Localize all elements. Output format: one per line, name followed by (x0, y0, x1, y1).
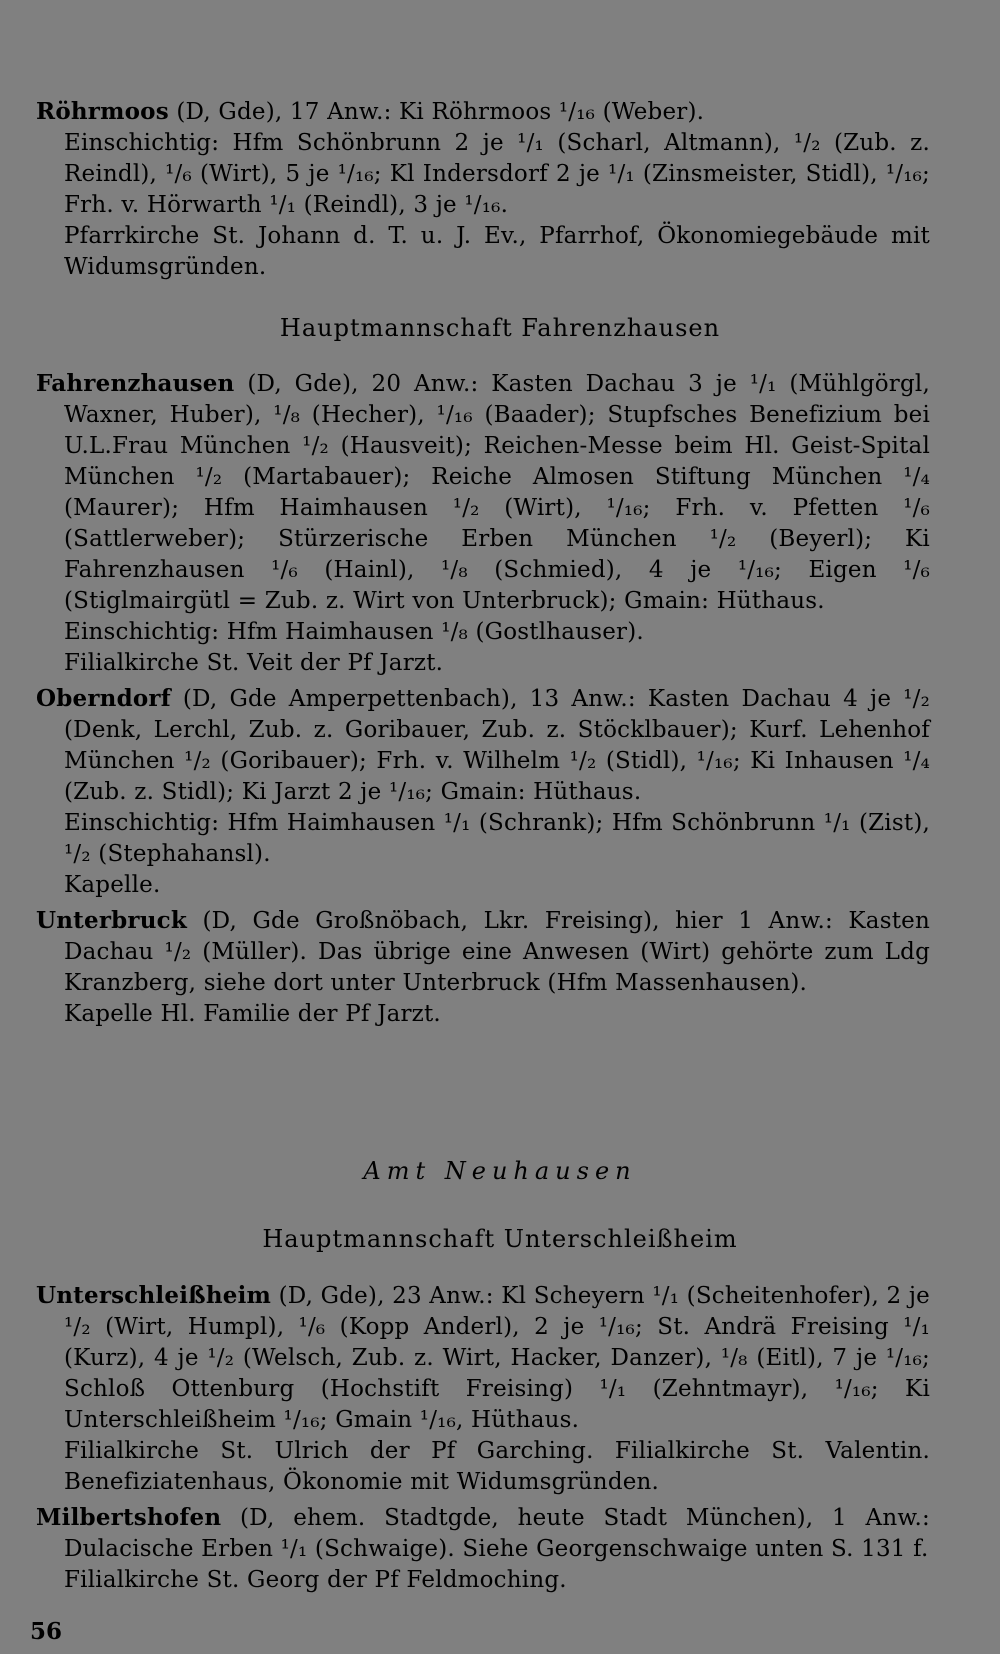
entry-text: (D, Gde Amperpettenbach), 13 Anw.: Kasten Dachau 4 je ¹/₂ (Denk, Lerchl, Zub. z. Goribauer, Zub. z. Stöcklbauer); Kurf. Lehenhof München ¹/₂ (Goribauer); Frh. v. Wilhelm ¹/₂ (Stidl), ¹/₁₆; Ki Inhausen ¹/₄ (Zub. z. Stidl); Ki Jarzt 2 je ¹/₁₆; Gmain: Hüthaus. (64, 686, 930, 805)
place-name: Unterschleißheim (36, 1282, 272, 1309)
entry-text: (D, Gde Großnöbach, Lkr. Freising), hier 1 Anw.: Kasten Dachau ¹/₂ (Müller). Das übrige eine Anwesen (Wirt) gehörte zum Ldg Kranzberg, siehe dort unter Unterbruck (Hfm Massenhausen). (64, 908, 930, 996)
entry-line: Einschichtig: Hfm Haimhausen ¹/₁ (Schrank); Hfm Schönbrunn ¹/₁ (Zist), ¹/₂ (Stephahansl). (64, 810, 930, 867)
entry-text: (D, Gde), 17 Anw.: Ki Röhrmoos ¹/₁₆ (Weber). (168, 99, 705, 125)
heading-unterschleissheim: Hauptmannschaft Unterschleißheim (262, 1225, 738, 1253)
page-number: 56 (30, 1618, 63, 1645)
entry-line: Einschichtig: Hfm Haimhausen ¹/₈ (Gostlhauser). (64, 619, 644, 645)
entry-unterbruck (36, 905, 930, 1030)
entry-line: Kapelle. (64, 872, 161, 898)
entry-text: (D, Gde), 23 Anw.: Kl Scheyern ¹/₁ (Scheitenhofer), 2 je ¹/₂ (Wirt, Humpl), ¹/₆ (Kopp Anderl), 2 je ¹/₁₆; St. Andrä Freising ¹/₁ (Kurz), 4 je ¹/₂ (Welsch, Zub. z. Wirt, Hacker, Danzer), ¹/₈ (Eitl), 7 je ¹/₁₆; Schloß Ottenburg (Hochstift Freising) ¹/₁ (Zehntmayr), ¹/₁₆; Ki Unterschleißheim ¹/₁₆; Gmain ¹/₁₆, Hüthaus. (64, 1283, 930, 1433)
entry-line: Filialkirche St. Veit der Pf Jarzt. (64, 650, 444, 676)
entry-line: Filialkirche St. Georg der Pf Feldmoching. (64, 1567, 567, 1593)
entry-text: (D, ehem. Stadtgde, heute Stadt München), 1 Anw.: Dulacische Erben ¹/₁ (Schwaige). Siehe Georgenschwaige unten S. 131 f. (64, 1505, 930, 1562)
place-name: Unterbruck (36, 907, 188, 934)
entry-line: Filialkirche St. Ulrich der Pf Garching. Filialkirche St. Valentin. Benefiziatenhaus, Ökonomie mit Widumsgründen. (64, 1438, 930, 1495)
section-unterschleissheim (36, 1280, 930, 1600)
heading-amt-neuhausen: Amt Neuhausen (363, 1157, 637, 1185)
place-name: Oberndorf (36, 685, 171, 712)
section-fahrenzhausen (36, 368, 930, 1034)
place-name: Fahrenzhausen (36, 370, 235, 397)
place-name: Röhrmoos (36, 98, 169, 125)
entry-oberndorf (36, 683, 930, 901)
section-roehrmoos (36, 96, 930, 287)
entry-line: Kapelle Hl. Familie der Pf Jarzt. (64, 1001, 441, 1027)
entry-unterschleissheim (36, 1280, 930, 1498)
entry-text: (D, Gde), 20 Anw.: Kasten Dachau 3 je ¹/₁ (Mühlgörgl, Waxner, Huber), ¹/₈ (Hecher), ¹/₁₆ (Baader); Stupfsches Benefizium bei U.L.Frau München ¹/₂ (Hausveit); Reichen-Messe beim Hl. Geist-Spital München ¹/₂ (Martabauer); Reiche Almosen Stiftung München ¹/₄ (Maurer); Hfm Haimhausen ¹/₂ (Wirt), ¹/₁₆; Frh. v. Pfetten ¹/₆ (Sattlerweber); Stürzerische Erben München ¹/₂ (Beyerl); Ki Fahrenzhausen ¹/₆ (Hainl), ¹/₈ (Schmied), 4 je ¹/₁₆; Eigen ¹/₆ (Stiglmairgütl = Zub. z. Wirt von Unterbruck); Gmain: Hüthaus. (64, 371, 930, 614)
entry-milbertshofen (36, 1502, 930, 1596)
entry-line: Pfarrkirche St. Johann d. T. u. J. Ev., Pfarrhof, Ökonomiegebäude mit Widumsgründen. (64, 223, 930, 280)
entry-line: Einschichtig: Hfm Schönbrunn 2 je ¹/₁ (Scharl, Altmann), ¹/₂ (Zub. z. Reindl), ¹/₆ (Wirt), 5 je ¹/₁₆; Kl Indersdorf 2 je ¹/₁ (Zinsmeister, Stidl), ¹/₁₆; Frh. v. Hörwarth ¹/₁ (Reindl), 3 je ¹/₁₆. (64, 130, 930, 218)
entry-roehrmoos (36, 96, 930, 283)
entry-fahrenzhausen (36, 368, 930, 679)
heading-fahrenzhausen: Hauptmannschaft Fahrenzhausen (279, 314, 721, 342)
place-name: Milbertshofen (36, 1504, 222, 1531)
